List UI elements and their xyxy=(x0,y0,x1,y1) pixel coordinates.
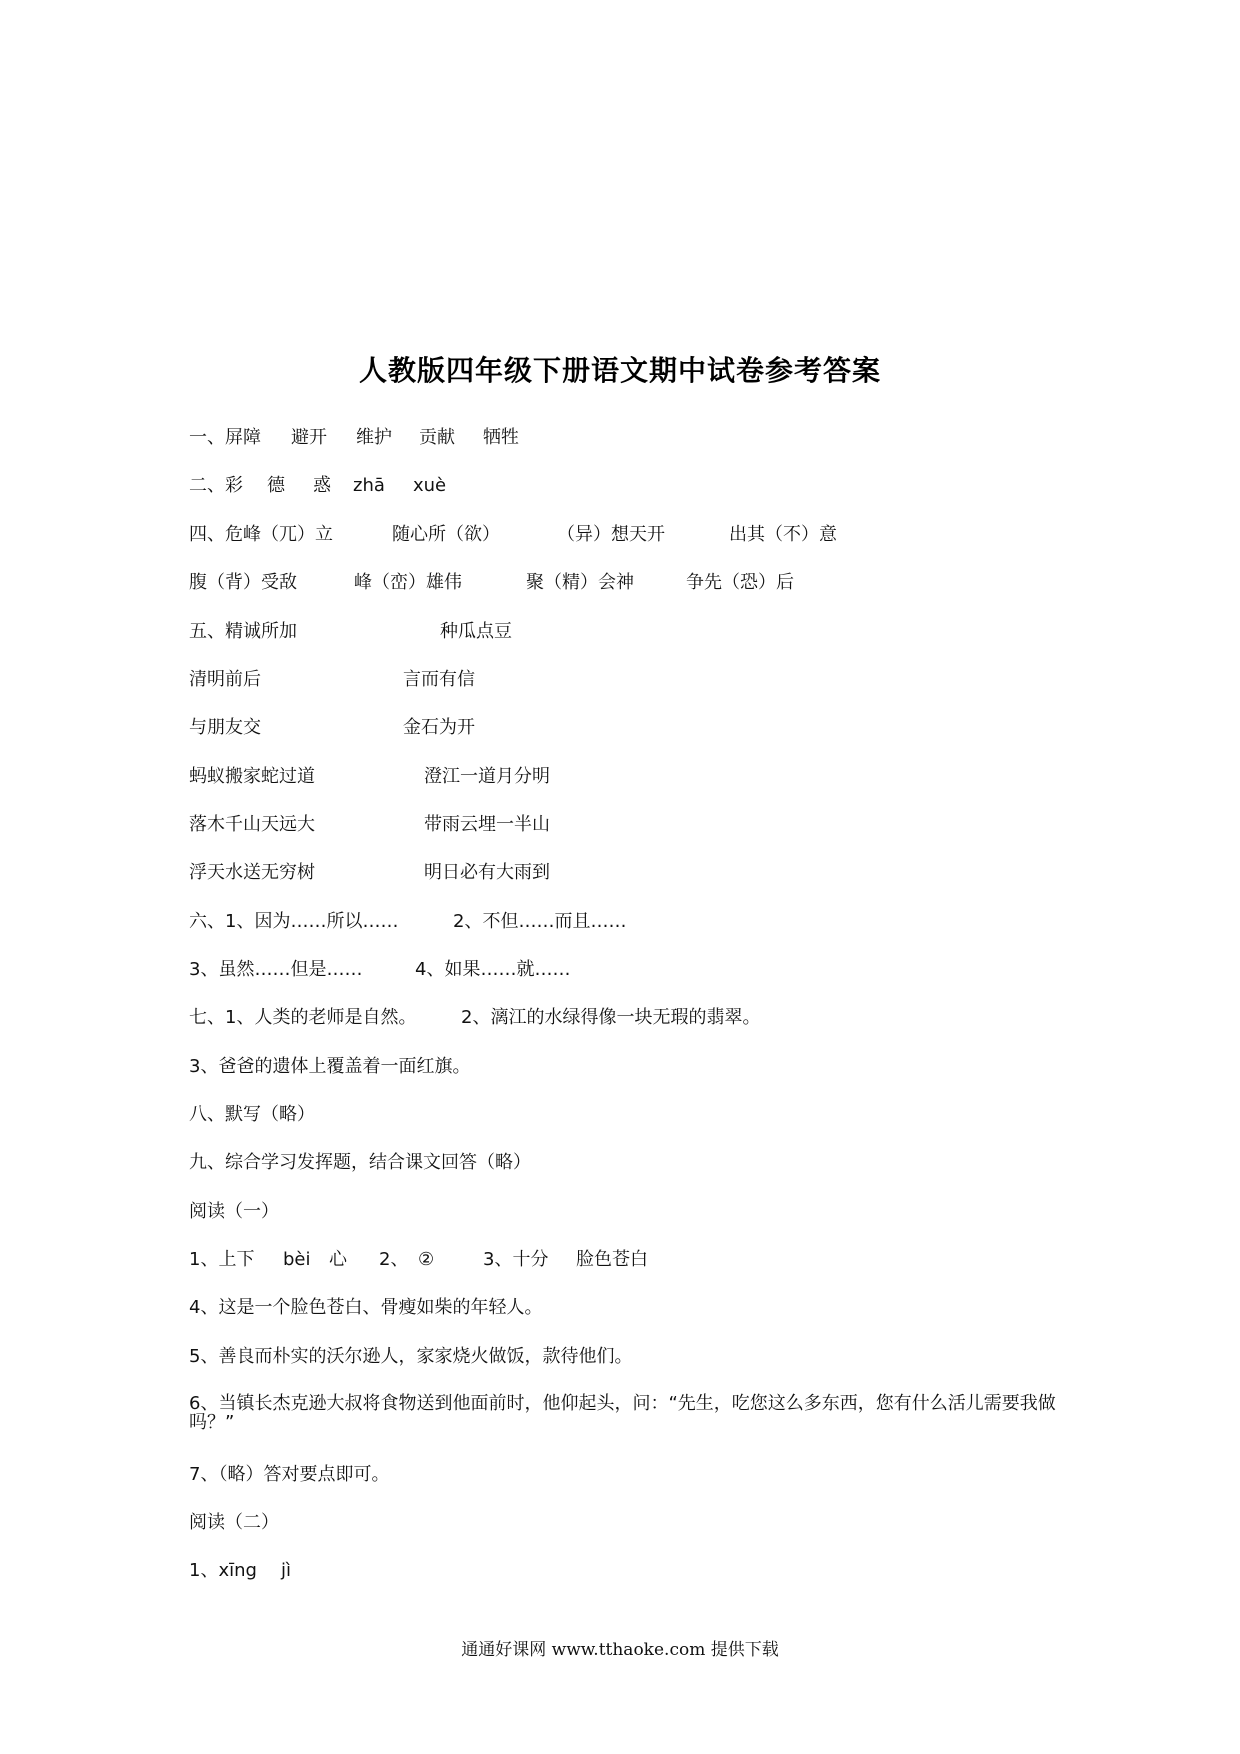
answer-segment: 五、精诚所加 xyxy=(189,621,297,642)
answer-segment: 1、上下 xyxy=(189,1249,255,1270)
answer-segment: bèi xyxy=(283,1249,311,1270)
answer-segment: 3、虽然……但是…… xyxy=(189,959,363,980)
answer-line-21: 6、当镇长杰克逊大叔将食物送到他面前时，他仰起头，问：“先生，吃您这么多东西，您有什么活儿需要我做吗？” xyxy=(189,1393,1056,1433)
answer-segment: 避开 xyxy=(291,427,327,448)
answer-segment: 1、xīng xyxy=(189,1560,257,1581)
answer-segment: 与朋友交 xyxy=(189,717,261,738)
answer-segment: zhā xyxy=(353,475,385,496)
answer-segment: 峰（峦）雄伟 xyxy=(354,572,462,593)
answer-segment: 2、漓江的水绿得像一块无瑕的翡翠。 xyxy=(461,1007,761,1028)
answer-segment: 7、（略）答对要点即可。 xyxy=(189,1464,390,1485)
answer-segment: 八、默写（略） xyxy=(189,1104,315,1125)
answer-segment: 落木千山天远大 xyxy=(189,814,315,835)
answer-segment: 德 xyxy=(267,475,285,496)
answer-segment: 2、 xyxy=(379,1249,409,1270)
answer-segment: 澄江一道月分明 xyxy=(424,766,550,787)
answer-segment: 四、危峰（兀）立 xyxy=(189,524,333,545)
answer-segment: 一、屏障 xyxy=(189,427,261,448)
answer-segment: 争先（恐）后 xyxy=(686,572,794,593)
document-title: 人教版四年级下册语文期中试卷参考答案 xyxy=(358,354,881,387)
answer-segment: 4、如果……就…… xyxy=(415,959,571,980)
answer-segment: 二、彩 xyxy=(189,475,243,496)
answer-segment: 言而有信 xyxy=(403,669,475,690)
answer-segment: xuè xyxy=(413,475,447,496)
answer-segment: jì xyxy=(281,1560,292,1581)
answer-segment: 浮天水送无穷树 xyxy=(189,862,315,883)
answer-segment: 3、十分 xyxy=(483,1249,549,1270)
answer-segment: 种瓜点豆 xyxy=(440,621,512,642)
answer-segment: 5、善良而朴实的沃尔逊人，家家烧火做饭，款待他们。 xyxy=(189,1346,633,1367)
answer-segment: 2、不但……而且…… xyxy=(453,911,627,932)
answer-segment: 腹（背）受敌 xyxy=(189,572,297,593)
answer-segment: 九、综合学习发挥题，结合课文回答（略） xyxy=(189,1152,531,1173)
answer-segment: 脸色苍白 xyxy=(576,1249,648,1270)
answer-segment: 牺牲 xyxy=(483,427,519,448)
answer-segment: 随心所（欲） xyxy=(392,524,500,545)
answer-segment: 明日必有大雨到 xyxy=(424,862,550,883)
answer-segment: 聚（精）会神 xyxy=(526,572,634,593)
answer-segment: 3、爸爸的遗体上覆盖着一面红旗。 xyxy=(189,1056,471,1077)
answer-segment: 六、1、因为……所以…… xyxy=(189,911,399,932)
answer-segment: （异）想天开 xyxy=(557,524,665,545)
answer-segment: 金石为开 xyxy=(403,717,475,738)
answer-segment: 阅读（一） xyxy=(189,1201,279,1222)
answer-segment: 蚂蚁搬家蛇过道 xyxy=(189,766,315,787)
answer-segment: 七、1、人类的老师是自然。 xyxy=(189,1007,417,1028)
answer-segment: 带雨云埋一半山 xyxy=(424,814,550,835)
answer-segment: 贡献 xyxy=(419,427,455,448)
answer-segment: ② xyxy=(418,1249,435,1270)
answer-segment: 4、这是一个脸色苍白、骨瘦如柴的年轻人。 xyxy=(189,1297,543,1318)
answer-segment: 惑 xyxy=(313,475,331,496)
page-footer: 通通好课网 www.tthaoke.com 提供下载 xyxy=(461,1640,779,1660)
answer-segment: 出其（不）意 xyxy=(729,524,837,545)
answer-segment: 清明前后 xyxy=(189,669,261,690)
answer-segment: 心 xyxy=(329,1249,347,1270)
answer-segment: 维护 xyxy=(356,427,392,448)
answer-segment: 阅读（二） xyxy=(189,1512,279,1533)
